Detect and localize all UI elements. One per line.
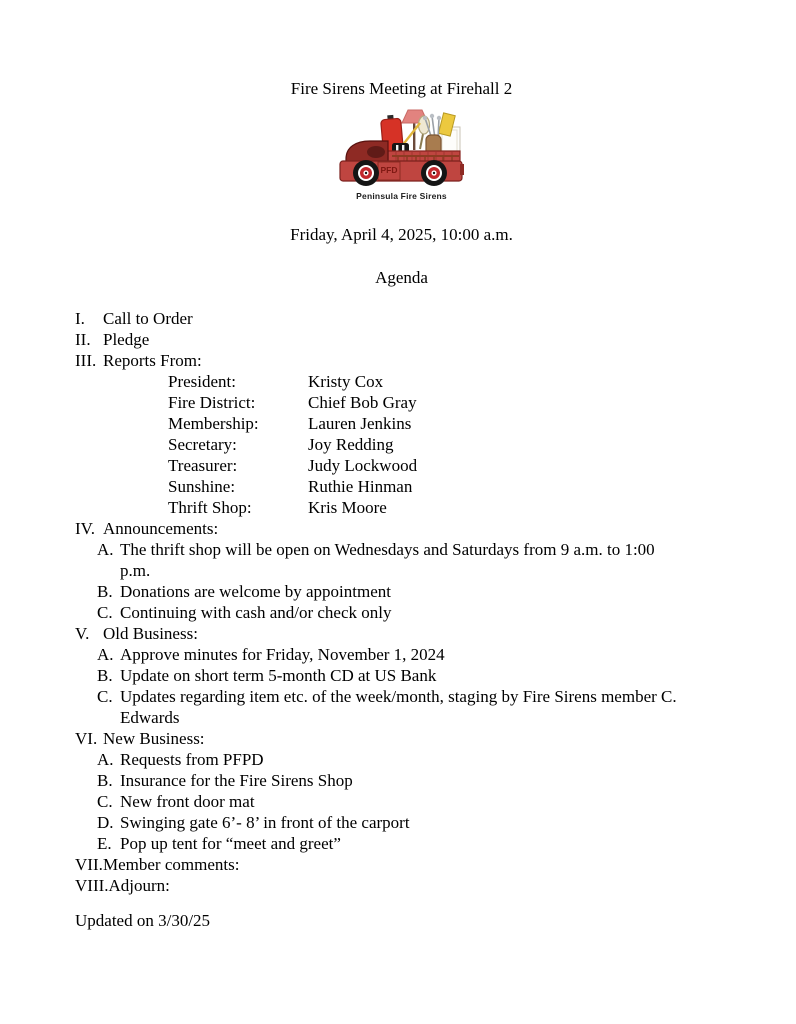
sub-item-text: Update on short term 5-month CD at US Bank	[120, 666, 437, 685]
meeting-datetime: Friday, April 4, 2025, 10:00 a.m.	[290, 225, 513, 244]
item-label: Reports From:	[103, 351, 202, 370]
agenda-item-old-business	[75, 623, 728, 644]
item-label: Old Business:	[103, 624, 198, 643]
agenda-list	[75, 308, 728, 896]
report-row	[168, 413, 728, 434]
sub-item-text: New front door mat	[120, 792, 255, 811]
report-name: Chief Bob Gray	[308, 393, 417, 412]
report-role: Treasurer:	[168, 456, 238, 475]
page-title: Fire Sirens Meeting at Firehall 2	[290, 79, 513, 98]
fire-truck-logo	[75, 109, 728, 204]
report-name: Kristy Cox	[308, 372, 384, 391]
truck-door-label: PFD	[380, 165, 397, 175]
sub-item-text: Pop up tent for “meet and greet”	[120, 834, 341, 853]
sub-item	[97, 602, 728, 623]
sub-item-text: Swinging gate 6’- 8’ in front of the carport	[120, 813, 410, 832]
agenda-item-pledge	[75, 329, 728, 350]
updated-note: Updated on 3/30/25	[75, 911, 211, 930]
agenda-item-adjourn	[75, 875, 728, 896]
sub-item-text-continued: p.m.	[120, 561, 151, 580]
item-numeral: VII.	[75, 855, 103, 874]
sub-item-letter: A.	[97, 540, 114, 559]
agenda-item-new-business	[75, 728, 728, 749]
sub-item-letter: E.	[97, 834, 112, 853]
report-name: Joy Redding	[308, 435, 394, 454]
fire-truck-logo-inner	[336, 109, 468, 201]
item-label: Pledge	[103, 330, 150, 349]
agenda-heading: Agenda	[375, 268, 428, 287]
sub-item-text: Insurance for the Fire Sirens Shop	[120, 771, 353, 790]
sub-item-text: Updates regarding item etc. of the week/month, staging by Fire Sirens member C.	[120, 687, 677, 706]
sub-item-letter: C.	[97, 687, 113, 706]
rear-wheel-icon	[421, 160, 447, 186]
item-numeral: VIII.	[75, 876, 109, 895]
item-label: Announcements:	[103, 519, 219, 538]
item-label: Call to Order	[103, 309, 193, 328]
sub-item	[97, 644, 728, 665]
sub-item-text-continued: Edwards	[120, 708, 180, 727]
agenda-item-reports-from	[75, 350, 728, 371]
sub-item	[97, 749, 728, 770]
agenda-item-call-to-order	[75, 308, 728, 329]
report-row	[168, 371, 728, 392]
sub-item-letter: A.	[97, 645, 114, 664]
report-name: Ruthie Hinman	[308, 477, 413, 496]
report-role: Fire District:	[168, 393, 256, 412]
item-numeral: I.	[75, 309, 85, 328]
fire-truck-illustration	[336, 109, 468, 189]
report-row	[168, 455, 728, 476]
sub-item-letter: C.	[97, 603, 113, 622]
sub-item-text: Donations are welcome by appointment	[120, 582, 391, 601]
sub-item	[97, 581, 728, 602]
sub-item-letter: D.	[97, 813, 114, 832]
sub-item	[97, 812, 728, 833]
report-row	[168, 392, 728, 413]
sub-item-text: Approve minutes for Friday, November 1, 2024	[120, 645, 445, 664]
sub-item	[97, 833, 728, 854]
item-numeral: III.	[75, 351, 97, 370]
report-name: Lauren Jenkins	[308, 414, 412, 433]
logo-caption: Peninsula Fire Sirens	[356, 191, 447, 201]
item-label: New Business:	[103, 729, 205, 748]
sub-item-text: The thrift shop will be open on Wednesdays and Saturdays from 9 a.m. to 1:00	[120, 540, 655, 559]
report-row	[168, 476, 728, 497]
report-name: Kris Moore	[308, 498, 387, 517]
report-role: Sunshine:	[168, 477, 236, 496]
sub-item-letter: C.	[97, 792, 113, 811]
item-numeral: IV.	[75, 519, 95, 538]
sub-item	[97, 539, 728, 581]
item-label: Adjourn:	[108, 876, 170, 895]
sub-item-letter: B.	[97, 666, 113, 685]
item-numeral: V.	[75, 624, 90, 643]
report-row	[168, 497, 728, 518]
sub-item-text: Continuing with cash and/or check only	[120, 603, 392, 622]
front-wheel-icon	[353, 160, 379, 186]
report-role: Secretary:	[168, 435, 237, 454]
sub-item	[97, 791, 728, 812]
item-numeral: VI.	[75, 729, 98, 748]
report-role: Membership:	[168, 414, 259, 433]
sub-item	[97, 665, 728, 686]
report-name: Judy Lockwood	[308, 456, 418, 475]
sub-item	[97, 686, 728, 728]
report-row	[168, 434, 728, 455]
sub-item-letter: B.	[97, 582, 113, 601]
sub-item-letter: B.	[97, 771, 113, 790]
agenda-item-member-comments	[75, 854, 728, 875]
report-role: President:	[168, 372, 236, 391]
sub-item-letter: A.	[97, 750, 114, 769]
item-numeral: II.	[75, 330, 91, 349]
sub-item	[97, 770, 728, 791]
sub-item-text: Requests from PFPD	[120, 750, 264, 769]
item-label: Member comments:	[103, 855, 240, 874]
report-role: Thrift Shop:	[168, 498, 252, 517]
agenda-item-announcements	[75, 518, 728, 539]
